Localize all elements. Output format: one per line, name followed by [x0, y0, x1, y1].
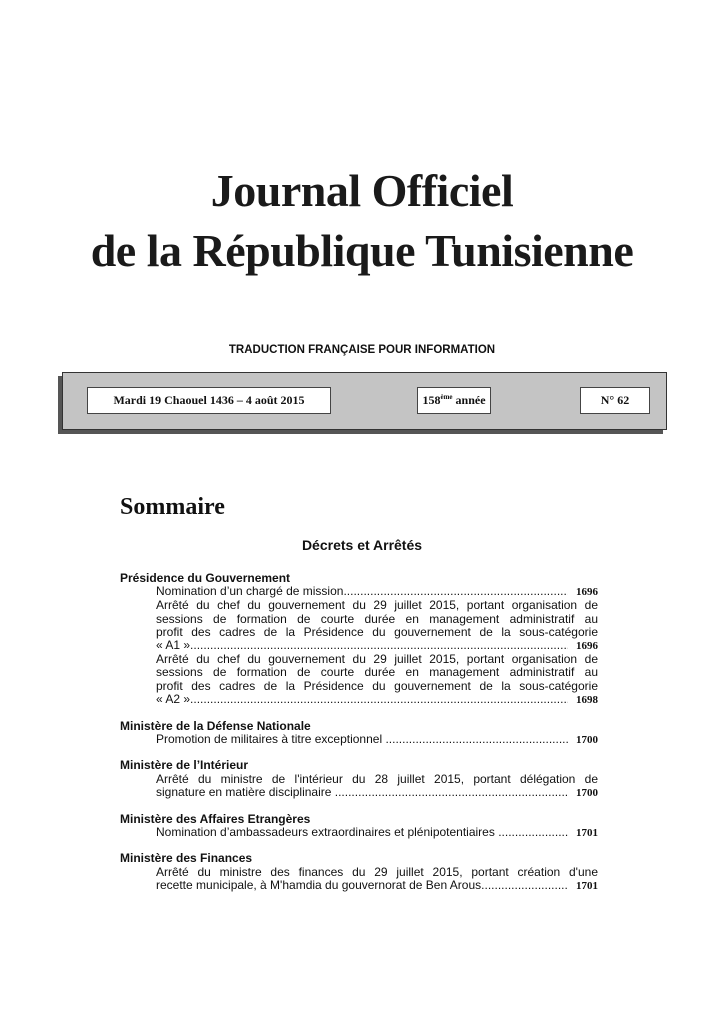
- issue-banner: [62, 372, 667, 430]
- toc-entry-body: [156, 653, 598, 707]
- page-number: 1701: [576, 826, 598, 839]
- toc-entry-line: profit des cadres de la Présidence du gouvernement de la sous-catégorie: [156, 624, 598, 639]
- toc-entry-last-line: [156, 639, 598, 653]
- summary-heading: Sommaire: [120, 494, 225, 520]
- toc-entry-line: Arrêté du ministre de l'intérieur du 28 juillet 2015, portant délégation de: [156, 771, 598, 786]
- toc-entry-line: sessions de formation de courte durée en management administratif au: [156, 665, 598, 680]
- toc-entry-line: sessions de formation de courte durée en management administratif au: [156, 611, 598, 626]
- toc-entry-line: Arrêté du ministre des finances du 29 juillet 2015, portant création d'une: [156, 864, 598, 879]
- toc-section-title: Présidence du Gouvernement: [120, 571, 291, 585]
- year-number: 158: [422, 393, 441, 407]
- year-word: année: [455, 393, 486, 407]
- table-of-contents: [120, 572, 598, 906]
- toc-entry-text: recette municipale, à M'hamdia du gouvernorat de Ben Arous .....: [156, 879, 568, 892]
- toc-section: [120, 759, 598, 800]
- toc-entry-line: Arrêté du chef du gouvernement du 29 juillet 2015, portant organisation de: [156, 598, 598, 613]
- toc-entry-last-line: [156, 585, 598, 599]
- toc-entry-last-line: [156, 786, 598, 800]
- toc-entry-body: [156, 826, 598, 840]
- toc-entry-body: [156, 773, 598, 800]
- toc-section-title: Ministère des Finances: [120, 851, 253, 866]
- page-number: 1700: [576, 733, 598, 746]
- toc-entry-body: [156, 866, 598, 893]
- toc-entry-text: « A2 » .....: [156, 693, 568, 706]
- toc-entry[interactable]: [120, 733, 598, 747]
- toc-section-title: Ministère de l’Intérieur: [120, 758, 249, 773]
- page-number: 1698: [576, 693, 598, 706]
- toc-section: [120, 572, 598, 707]
- toc-section: [120, 720, 598, 747]
- issue-year: [417, 387, 491, 414]
- page-number: 1696: [576, 640, 598, 653]
- toc-entry-line: profit des cadres de la Présidence du gouvernement de la sous-catégorie: [156, 678, 598, 693]
- toc-entry-last-line: [156, 879, 598, 893]
- toc-entry-last-line: [156, 733, 598, 747]
- toc-entry[interactable]: [120, 653, 598, 707]
- year-suffix: ème: [440, 393, 453, 401]
- journal-title-line1: Journal Officiel: [210, 165, 514, 216]
- toc-entry-text: signature en matière disciplinaire .....: [156, 786, 568, 799]
- toc-entry[interactable]: [120, 826, 598, 840]
- issue-number: N° 62: [580, 387, 650, 414]
- toc-entry-text: « A1 » .....: [156, 639, 568, 652]
- page-number: 1701: [576, 879, 598, 892]
- toc-section-title: Ministère de la Défense Nationale: [120, 718, 311, 733]
- issue-date: Mardi 19 Chaouel 1436 – 4 août 2015: [87, 387, 331, 414]
- toc-entry[interactable]: [120, 773, 598, 800]
- page-number: 1700: [576, 786, 598, 799]
- toc-entry-text: Nomination d’un chargé de mission .....: [156, 585, 568, 598]
- page-number: 1696: [576, 586, 598, 599]
- toc-entry[interactable]: [120, 599, 598, 653]
- toc-section: [120, 813, 598, 840]
- toc-entry-text: Promotion de militaires à titre exceptionnel .....: [156, 733, 568, 746]
- toc-entry-line: Arrêté du chef du gouvernement du 29 juillet 2015, portant organisation de: [156, 652, 598, 667]
- toc-entry-text: Nomination d’ambassadeurs extraordinaires et plénipotentiaires .....: [156, 826, 568, 839]
- toc-entry-body: [156, 733, 598, 747]
- toc-entry[interactable]: [120, 866, 598, 893]
- toc-section-title: Ministère des Affaires Etrangères: [120, 811, 311, 826]
- toc-entry-body: [156, 599, 598, 653]
- summary-subheading: Décrets et Arrêtés: [301, 537, 423, 553]
- toc-entry-last-line: [156, 693, 598, 707]
- journal-title-line2: de la République Tunisienne: [90, 225, 634, 276]
- toc-section: [120, 852, 598, 893]
- toc-entry[interactable]: [120, 585, 598, 599]
- translation-notice: TRADUCTION FRANÇAISE POUR INFORMATION: [228, 344, 496, 356]
- toc-entry-body: [156, 585, 598, 599]
- toc-entry-last-line: [156, 826, 598, 840]
